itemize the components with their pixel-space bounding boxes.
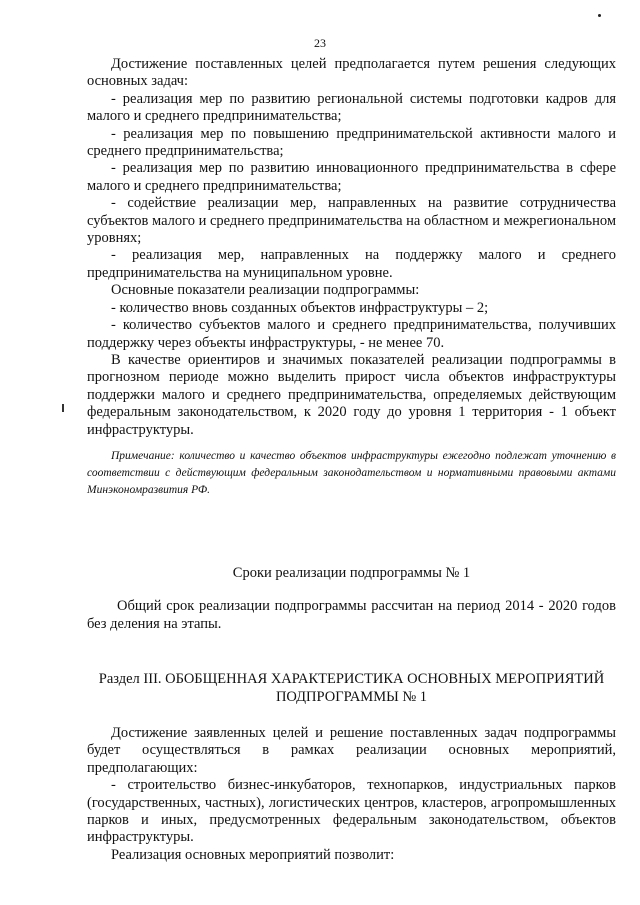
task-item: - реализация мер, направленных на поддержку малого и среднего предпринимательства на муниципальном уровне.: [87, 247, 616, 281]
section-title-line2: ПОДПРОГРАММЫ № 1: [275, 688, 428, 705]
note-paragraph: Примечание: количество и качество объектов инфраструктуры ежегодно подлежат уточнению в соответствии с действующим федеральным законодательством и нормативными правовыми актами Минэкономразвития РФ.: [87, 449, 616, 496]
task-item: - реализация мер по повышению предпринимательской активности малого и среднего предпринимательства;: [87, 125, 616, 160]
benchmark-paragraph: В качестве ориентиров и значимых показателей реализации подпрограммы в прогнозном периоде можно выделить прирост числа объектов инфраструктуры поддержки малого и среднего предпринимательства, определяемых действующим федеральным законодательством, к 2020 году до уровня 1 территория - 1 объект инфраструктуры.: [87, 351, 616, 438]
indicator-item: - количество вновь созданных объектов инфраструктуры – 2;: [111, 299, 489, 316]
document-body: [87, 56, 616, 864]
page-number: 23: [314, 36, 326, 50]
scan-mark: [62, 404, 64, 412]
scan-speck: [598, 14, 601, 17]
indicators-heading: Основные показатели реализации подпрограммы:: [111, 282, 420, 299]
intro-paragraph: Достижение поставленных целей предполагается путем решения следующих основных задач:: [87, 56, 616, 90]
section-item: - строительство бизнес-инкубаторов, технопарков, индустриальных парков (государственных, частных), логистических центров, кластеров, агропромышленных парков и иных, предусмотренных федеральным законодательством, объектов инфраструктуры.: [87, 777, 616, 846]
terms-title: Сроки реализации подпрограммы № 1: [232, 564, 471, 581]
task-item: - содействие реализации мер, направленных на развитие сотрудничества субъектов малого и среднего предпринимательства на областном и межрегиональном уровнях;: [87, 195, 616, 247]
terms-paragraph: Общий срок реализации подпрограммы рассчитан на период 2014 - 2020 годов без деления на этапы.: [87, 598, 616, 632]
task-item: - реализация мер по развитию региональной системы подготовки кадров для малого и среднего предпринимательства;: [87, 90, 616, 125]
indicator-item: - количество субъектов малого и среднего предпринимательства, получивших поддержку через объекты инфраструктуры, - не менее 70.: [87, 317, 616, 351]
section-intro-paragraph: Достижение заявленных целей и решение поставленных задач подпрограммы будет осуществляться в рамках реализации основных мероприятий, предполагающих:: [87, 724, 616, 776]
task-item: - реализация мер по развитию инновационного предпринимательства в сфере малого и среднего предпринимательства;: [87, 160, 616, 194]
section-title-line1: Раздел III. ОБОБЩЕННАЯ ХАРАКТЕРИСТИКА ОСНОВНЫХ МЕРОПРИЯТИЙ: [98, 671, 605, 688]
section-outcome: Реализация основных мероприятий позволит:: [111, 846, 395, 863]
